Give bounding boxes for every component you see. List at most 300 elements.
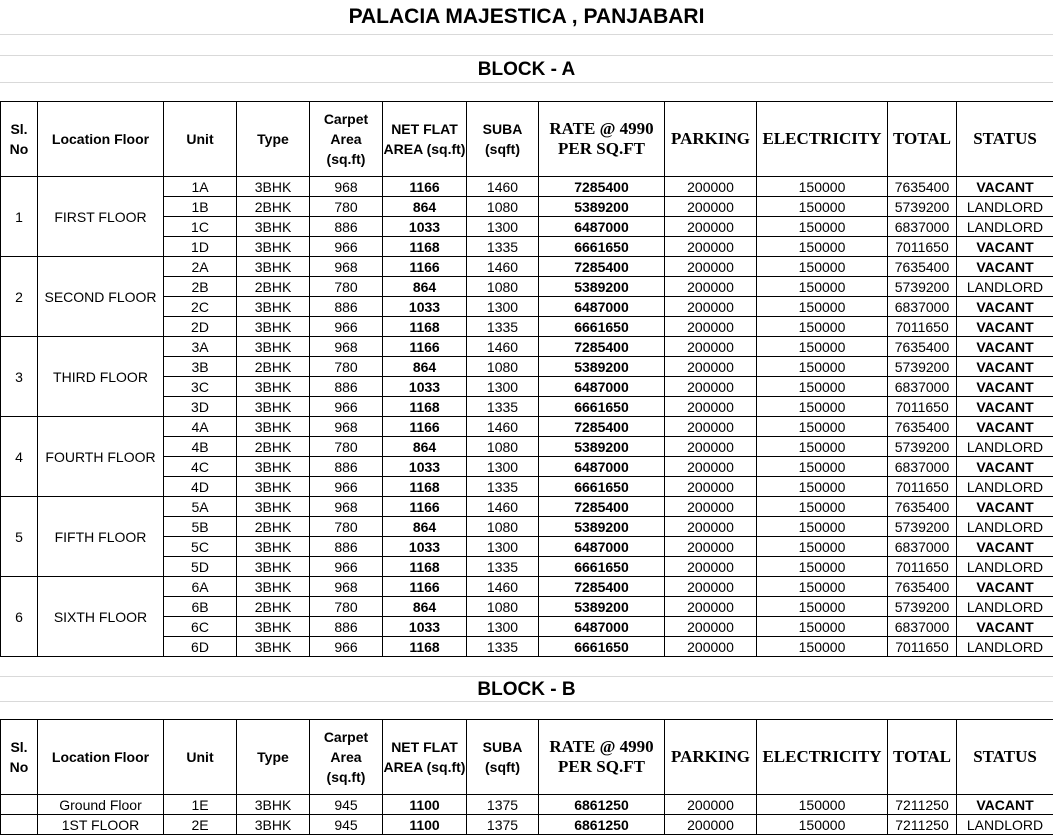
parking-cell: 200000 bbox=[665, 297, 757, 317]
status-cell: VACANT bbox=[957, 357, 1053, 377]
rate-cell: 6861250 bbox=[539, 795, 665, 815]
unit-cell: 4A bbox=[164, 417, 237, 437]
electricity-cell: 150000 bbox=[757, 177, 888, 197]
type-cell: 3BHK bbox=[237, 557, 310, 577]
carpet-area-cell: 780 bbox=[310, 437, 383, 457]
page-title: PALACIA MAJESTICA , PANJABARI bbox=[0, 0, 1053, 34]
total-cell: 5739200 bbox=[888, 197, 957, 217]
carpet-area-cell: 968 bbox=[310, 257, 383, 277]
type-cell: 2BHK bbox=[237, 517, 310, 537]
parking-cell: 200000 bbox=[665, 517, 757, 537]
unit-cell: 5C bbox=[164, 537, 237, 557]
suba-cell: 1300 bbox=[467, 457, 539, 477]
suba-cell: 1335 bbox=[467, 397, 539, 417]
total-cell: 7011650 bbox=[888, 477, 957, 497]
col-header-sl-no: Sl. No bbox=[1, 102, 38, 177]
parking-cell: 200000 bbox=[665, 497, 757, 517]
unit-cell: 2D bbox=[164, 317, 237, 337]
col-header-status: STATUS bbox=[957, 720, 1053, 795]
net-flat-area-cell: 1168 bbox=[383, 397, 467, 417]
carpet-area-cell: 780 bbox=[310, 197, 383, 217]
type-cell: 3BHK bbox=[237, 297, 310, 317]
rate-cell: 6487000 bbox=[539, 617, 665, 637]
total-cell: 5739200 bbox=[888, 437, 957, 457]
rate-cell: 7285400 bbox=[539, 337, 665, 357]
electricity-cell: 150000 bbox=[757, 537, 888, 557]
unit-cell: 2A bbox=[164, 257, 237, 277]
net-flat-area-cell: 1166 bbox=[383, 337, 467, 357]
net-flat-area-cell: 1166 bbox=[383, 497, 467, 517]
col-header-status: STATUS bbox=[957, 102, 1053, 177]
block-b-title: BLOCK - B bbox=[0, 677, 1053, 702]
suba-cell: 1460 bbox=[467, 337, 539, 357]
type-cell: 3BHK bbox=[237, 177, 310, 197]
electricity-cell: 150000 bbox=[757, 815, 888, 835]
carpet-area-cell: 886 bbox=[310, 617, 383, 637]
carpet-area-cell: 886 bbox=[310, 537, 383, 557]
unit-cell: 5A bbox=[164, 497, 237, 517]
sl-no-cell: 2 bbox=[1, 257, 38, 337]
net-flat-area-cell: 1033 bbox=[383, 297, 467, 317]
parking-cell: 200000 bbox=[665, 197, 757, 217]
electricity-cell: 150000 bbox=[757, 795, 888, 815]
net-flat-area-cell: 1033 bbox=[383, 217, 467, 237]
electricity-cell: 150000 bbox=[757, 517, 888, 537]
carpet-area-cell: 968 bbox=[310, 337, 383, 357]
suba-cell: 1460 bbox=[467, 497, 539, 517]
unit-cell: 6D bbox=[164, 637, 237, 657]
total-cell: 6837000 bbox=[888, 217, 957, 237]
status-cell: LANDLORD bbox=[957, 517, 1053, 537]
total-cell: 7011650 bbox=[888, 637, 957, 657]
carpet-area-cell: 945 bbox=[310, 795, 383, 815]
net-flat-area-cell: 1033 bbox=[383, 617, 467, 637]
rate-cell: 6487000 bbox=[539, 217, 665, 237]
electricity-cell: 150000 bbox=[757, 577, 888, 597]
col-header-unit: Unit bbox=[164, 720, 237, 795]
table-row bbox=[1, 497, 1053, 517]
col-header-parking: PARKING bbox=[665, 720, 757, 795]
type-cell: 3BHK bbox=[237, 477, 310, 497]
carpet-area-cell: 966 bbox=[310, 397, 383, 417]
carpet-area-cell: 968 bbox=[310, 417, 383, 437]
net-flat-area-cell: 864 bbox=[383, 197, 467, 217]
type-cell: 3BHK bbox=[237, 497, 310, 517]
suba-cell: 1335 bbox=[467, 557, 539, 577]
rate-cell: 6661650 bbox=[539, 557, 665, 577]
col-header-net-flat-area: NET FLAT AREA (sq.ft) bbox=[383, 720, 467, 795]
location-floor-cell: FIFTH FLOOR bbox=[38, 497, 164, 577]
net-flat-area-cell: 1168 bbox=[383, 237, 467, 257]
status-cell: VACANT bbox=[957, 417, 1053, 437]
total-cell: 7011650 bbox=[888, 317, 957, 337]
sl-no-cell: 1 bbox=[1, 177, 38, 257]
total-cell: 5739200 bbox=[888, 357, 957, 377]
col-header-type: Type bbox=[237, 102, 310, 177]
status-cell: VACANT bbox=[957, 497, 1053, 517]
carpet-area-cell: 886 bbox=[310, 297, 383, 317]
col-header-electricity: ELECTRICITY bbox=[757, 720, 888, 795]
suba-cell: 1460 bbox=[467, 177, 539, 197]
suba-cell: 1335 bbox=[467, 317, 539, 337]
net-flat-area-cell: 1166 bbox=[383, 417, 467, 437]
location-floor-cell: THIRD FLOOR bbox=[38, 337, 164, 417]
unit-cell: 3B bbox=[164, 357, 237, 377]
location-floor-cell: FIRST FLOOR bbox=[38, 177, 164, 257]
suba-cell: 1375 bbox=[467, 815, 539, 835]
col-header-carpet-area: Carpet Area (sq.ft) bbox=[310, 720, 383, 795]
total-cell: 7211250 bbox=[888, 795, 957, 815]
status-cell: LANDLORD bbox=[957, 557, 1053, 577]
col-header-total: TOTAL bbox=[888, 720, 957, 795]
table-row bbox=[1, 337, 1053, 357]
rate-cell: 7285400 bbox=[539, 177, 665, 197]
carpet-area-cell: 780 bbox=[310, 277, 383, 297]
rate-cell: 5389200 bbox=[539, 517, 665, 537]
electricity-cell: 150000 bbox=[757, 557, 888, 577]
suba-cell: 1300 bbox=[467, 377, 539, 397]
header-row bbox=[1, 102, 1053, 177]
total-cell: 7635400 bbox=[888, 417, 957, 437]
header-row bbox=[1, 720, 1053, 795]
carpet-area-cell: 966 bbox=[310, 637, 383, 657]
unit-cell: 2E bbox=[164, 815, 237, 835]
status-cell: VACANT bbox=[957, 177, 1053, 197]
total-cell: 6837000 bbox=[888, 617, 957, 637]
type-cell: 3BHK bbox=[237, 795, 310, 815]
net-flat-area-cell: 864 bbox=[383, 277, 467, 297]
parking-cell: 200000 bbox=[665, 217, 757, 237]
total-cell: 7635400 bbox=[888, 337, 957, 357]
parking-cell: 200000 bbox=[665, 277, 757, 297]
total-cell: 6837000 bbox=[888, 537, 957, 557]
unit-cell: 6B bbox=[164, 597, 237, 617]
sheet-gridline bbox=[0, 34, 1053, 35]
parking-cell: 200000 bbox=[665, 257, 757, 277]
carpet-area-cell: 780 bbox=[310, 357, 383, 377]
table-row bbox=[1, 257, 1053, 277]
carpet-area-cell: 966 bbox=[310, 237, 383, 257]
net-flat-area-cell: 1033 bbox=[383, 457, 467, 477]
parking-cell: 200000 bbox=[665, 815, 757, 835]
suba-cell: 1300 bbox=[467, 617, 539, 637]
unit-cell: 1D bbox=[164, 237, 237, 257]
electricity-cell: 150000 bbox=[757, 457, 888, 477]
total-cell: 5739200 bbox=[888, 597, 957, 617]
sl-no-cell: 3 bbox=[1, 337, 38, 417]
net-flat-area-cell: 864 bbox=[383, 437, 467, 457]
type-cell: 3BHK bbox=[237, 617, 310, 637]
parking-cell: 200000 bbox=[665, 417, 757, 437]
parking-cell: 200000 bbox=[665, 477, 757, 497]
col-header-rate: RATE @ 4990 PER SQ.FT bbox=[539, 720, 665, 795]
col-header-parking: PARKING bbox=[665, 102, 757, 177]
status-cell: LANDLORD bbox=[957, 277, 1053, 297]
col-header-sl-no: Sl. No bbox=[1, 720, 38, 795]
net-flat-area-cell: 1166 bbox=[383, 177, 467, 197]
col-header-electricity: ELECTRICITY bbox=[757, 102, 888, 177]
unit-cell: 2B bbox=[164, 277, 237, 297]
type-cell: 3BHK bbox=[237, 537, 310, 557]
carpet-area-cell: 966 bbox=[310, 557, 383, 577]
type-cell: 2BHK bbox=[237, 597, 310, 617]
electricity-cell: 150000 bbox=[757, 637, 888, 657]
parking-cell: 200000 bbox=[665, 537, 757, 557]
net-flat-area-cell: 864 bbox=[383, 357, 467, 377]
rate-cell: 7285400 bbox=[539, 257, 665, 277]
net-flat-area-cell: 1166 bbox=[383, 257, 467, 277]
rate-cell: 7285400 bbox=[539, 497, 665, 517]
block-a-title: BLOCK - A bbox=[0, 56, 1053, 83]
total-cell: 7011650 bbox=[888, 557, 957, 577]
rate-cell: 5389200 bbox=[539, 357, 665, 377]
total-cell: 5739200 bbox=[888, 277, 957, 297]
electricity-cell: 150000 bbox=[757, 357, 888, 377]
sl-no-cell bbox=[1, 795, 38, 815]
total-cell: 7011650 bbox=[888, 237, 957, 257]
rate-cell: 6661650 bbox=[539, 637, 665, 657]
status-cell: VACANT bbox=[957, 317, 1053, 337]
type-cell: 2BHK bbox=[237, 197, 310, 217]
suba-cell: 1300 bbox=[467, 217, 539, 237]
net-flat-area-cell: 1168 bbox=[383, 637, 467, 657]
suba-cell: 1300 bbox=[467, 537, 539, 557]
suba-cell: 1460 bbox=[467, 577, 539, 597]
unit-cell: 4C bbox=[164, 457, 237, 477]
net-flat-area-cell: 864 bbox=[383, 517, 467, 537]
type-cell: 3BHK bbox=[237, 317, 310, 337]
suba-cell: 1080 bbox=[467, 517, 539, 537]
carpet-area-cell: 945 bbox=[310, 815, 383, 835]
parking-cell: 200000 bbox=[665, 617, 757, 637]
sl-no-cell: 4 bbox=[1, 417, 38, 497]
type-cell: 2BHK bbox=[237, 277, 310, 297]
unit-cell: 1A bbox=[164, 177, 237, 197]
table-row bbox=[1, 417, 1053, 437]
unit-cell: 3A bbox=[164, 337, 237, 357]
carpet-area-cell: 780 bbox=[310, 517, 383, 537]
col-header-rate: RATE @ 4990 PER SQ.FT bbox=[539, 102, 665, 177]
total-cell: 7635400 bbox=[888, 177, 957, 197]
table-row bbox=[1, 815, 1053, 835]
parking-cell: 200000 bbox=[665, 337, 757, 357]
unit-cell: 4B bbox=[164, 437, 237, 457]
block-b-table bbox=[0, 719, 1053, 835]
rate-cell: 6661650 bbox=[539, 317, 665, 337]
suba-cell: 1335 bbox=[467, 477, 539, 497]
status-cell: VACANT bbox=[957, 577, 1053, 597]
parking-cell: 200000 bbox=[665, 795, 757, 815]
electricity-cell: 150000 bbox=[757, 377, 888, 397]
type-cell: 3BHK bbox=[237, 457, 310, 477]
total-cell: 7635400 bbox=[888, 577, 957, 597]
sl-no-cell bbox=[1, 815, 38, 835]
suba-cell: 1080 bbox=[467, 357, 539, 377]
total-cell: 6837000 bbox=[888, 457, 957, 477]
table-row bbox=[1, 577, 1053, 597]
table-row bbox=[1, 795, 1053, 815]
electricity-cell: 150000 bbox=[757, 277, 888, 297]
type-cell: 3BHK bbox=[237, 397, 310, 417]
type-cell: 3BHK bbox=[237, 577, 310, 597]
electricity-cell: 150000 bbox=[757, 237, 888, 257]
status-cell: VACANT bbox=[957, 537, 1053, 557]
type-cell: 2BHK bbox=[237, 437, 310, 457]
type-cell: 3BHK bbox=[237, 217, 310, 237]
electricity-cell: 150000 bbox=[757, 257, 888, 277]
total-cell: 6837000 bbox=[888, 297, 957, 317]
type-cell: 3BHK bbox=[237, 237, 310, 257]
location-floor-cell: FOURTH FLOOR bbox=[38, 417, 164, 497]
electricity-cell: 150000 bbox=[757, 197, 888, 217]
parking-cell: 200000 bbox=[665, 557, 757, 577]
unit-cell: 4D bbox=[164, 477, 237, 497]
status-cell: VACANT bbox=[957, 337, 1053, 357]
unit-cell: 5B bbox=[164, 517, 237, 537]
net-flat-area-cell: 1033 bbox=[383, 537, 467, 557]
net-flat-area-cell: 1100 bbox=[383, 815, 467, 835]
rate-cell: 6861250 bbox=[539, 815, 665, 835]
type-cell: 3BHK bbox=[237, 337, 310, 357]
col-header-net-flat-area: NET FLAT AREA (sq.ft) bbox=[383, 102, 467, 177]
status-cell: LANDLORD bbox=[957, 477, 1053, 497]
status-cell: VACANT bbox=[957, 457, 1053, 477]
parking-cell: 200000 bbox=[665, 597, 757, 617]
net-flat-area-cell: 1166 bbox=[383, 577, 467, 597]
status-cell: VACANT bbox=[957, 237, 1053, 257]
carpet-area-cell: 886 bbox=[310, 217, 383, 237]
carpet-area-cell: 886 bbox=[310, 457, 383, 477]
total-cell: 7011650 bbox=[888, 397, 957, 417]
electricity-cell: 150000 bbox=[757, 497, 888, 517]
status-cell: VACANT bbox=[957, 257, 1053, 277]
carpet-area-cell: 780 bbox=[310, 597, 383, 617]
block-a-table bbox=[0, 101, 1053, 657]
parking-cell: 200000 bbox=[665, 317, 757, 337]
suba-cell: 1460 bbox=[467, 257, 539, 277]
unit-cell: 6C bbox=[164, 617, 237, 637]
rate-cell: 7285400 bbox=[539, 577, 665, 597]
status-cell: LANDLORD bbox=[957, 815, 1053, 835]
electricity-cell: 150000 bbox=[757, 437, 888, 457]
rate-cell: 6661650 bbox=[539, 477, 665, 497]
suba-cell: 1375 bbox=[467, 795, 539, 815]
electricity-cell: 150000 bbox=[757, 297, 888, 317]
parking-cell: 200000 bbox=[665, 357, 757, 377]
unit-cell: 1C bbox=[164, 217, 237, 237]
total-cell: 7635400 bbox=[888, 497, 957, 517]
status-cell: LANDLORD bbox=[957, 637, 1053, 657]
rate-cell: 6487000 bbox=[539, 297, 665, 317]
table-row bbox=[1, 177, 1053, 197]
suba-cell: 1300 bbox=[467, 297, 539, 317]
suba-cell: 1460 bbox=[467, 417, 539, 437]
col-header-total: TOTAL bbox=[888, 102, 957, 177]
rate-cell: 5389200 bbox=[539, 277, 665, 297]
parking-cell: 200000 bbox=[665, 437, 757, 457]
net-flat-area-cell: 1168 bbox=[383, 477, 467, 497]
unit-cell: 1B bbox=[164, 197, 237, 217]
status-cell: VACANT bbox=[957, 397, 1053, 417]
suba-cell: 1080 bbox=[467, 277, 539, 297]
carpet-area-cell: 968 bbox=[310, 577, 383, 597]
total-cell: 7635400 bbox=[888, 257, 957, 277]
unit-cell: 1E bbox=[164, 795, 237, 815]
carpet-area-cell: 886 bbox=[310, 377, 383, 397]
net-flat-area-cell: 864 bbox=[383, 597, 467, 617]
location-floor-cell: 1ST FLOOR bbox=[38, 815, 164, 835]
status-cell: LANDLORD bbox=[957, 217, 1053, 237]
type-cell: 3BHK bbox=[237, 257, 310, 277]
suba-cell: 1335 bbox=[467, 637, 539, 657]
sl-no-cell: 6 bbox=[1, 577, 38, 657]
col-header-suba: SUBA (sqft) bbox=[467, 720, 539, 795]
unit-cell: 3D bbox=[164, 397, 237, 417]
electricity-cell: 150000 bbox=[757, 217, 888, 237]
net-flat-area-cell: 1100 bbox=[383, 795, 467, 815]
carpet-area-cell: 968 bbox=[310, 497, 383, 517]
parking-cell: 200000 bbox=[665, 397, 757, 417]
status-cell: LANDLORD bbox=[957, 197, 1053, 217]
type-cell: 2BHK bbox=[237, 357, 310, 377]
total-cell: 6837000 bbox=[888, 377, 957, 397]
location-floor-cell: SECOND FLOOR bbox=[38, 257, 164, 337]
parking-cell: 200000 bbox=[665, 237, 757, 257]
status-cell: VACANT bbox=[957, 377, 1053, 397]
parking-cell: 200000 bbox=[665, 177, 757, 197]
unit-cell: 5D bbox=[164, 557, 237, 577]
status-cell: VACANT bbox=[957, 617, 1053, 637]
unit-cell: 3C bbox=[164, 377, 237, 397]
electricity-cell: 150000 bbox=[757, 337, 888, 357]
electricity-cell: 150000 bbox=[757, 477, 888, 497]
status-cell: LANDLORD bbox=[957, 437, 1053, 457]
suba-cell: 1080 bbox=[467, 597, 539, 617]
parking-cell: 200000 bbox=[665, 577, 757, 597]
rate-cell: 6661650 bbox=[539, 237, 665, 257]
rate-cell: 6661650 bbox=[539, 397, 665, 417]
parking-cell: 200000 bbox=[665, 457, 757, 477]
rate-cell: 6487000 bbox=[539, 377, 665, 397]
col-header-unit: Unit bbox=[164, 102, 237, 177]
type-cell: 3BHK bbox=[237, 377, 310, 397]
net-flat-area-cell: 1168 bbox=[383, 557, 467, 577]
electricity-cell: 150000 bbox=[757, 397, 888, 417]
rate-cell: 7285400 bbox=[539, 417, 665, 437]
parking-cell: 200000 bbox=[665, 637, 757, 657]
type-cell: 3BHK bbox=[237, 815, 310, 835]
type-cell: 3BHK bbox=[237, 417, 310, 437]
carpet-area-cell: 966 bbox=[310, 477, 383, 497]
col-header-carpet-area: Carpet Area (sq.ft) bbox=[310, 102, 383, 177]
location-floor-cell: SIXTH FLOOR bbox=[38, 577, 164, 657]
location-floor-cell: Ground Floor bbox=[38, 795, 164, 815]
sl-no-cell: 5 bbox=[1, 497, 38, 577]
rate-cell: 5389200 bbox=[539, 437, 665, 457]
rate-cell: 6487000 bbox=[539, 537, 665, 557]
rate-cell: 6487000 bbox=[539, 457, 665, 477]
total-cell: 5739200 bbox=[888, 517, 957, 537]
carpet-area-cell: 968 bbox=[310, 177, 383, 197]
carpet-area-cell: 966 bbox=[310, 317, 383, 337]
parking-cell: 200000 bbox=[665, 377, 757, 397]
net-flat-area-cell: 1033 bbox=[383, 377, 467, 397]
unit-cell: 2C bbox=[164, 297, 237, 317]
suba-cell: 1080 bbox=[467, 437, 539, 457]
rate-cell: 5389200 bbox=[539, 197, 665, 217]
electricity-cell: 150000 bbox=[757, 617, 888, 637]
type-cell: 3BHK bbox=[237, 637, 310, 657]
